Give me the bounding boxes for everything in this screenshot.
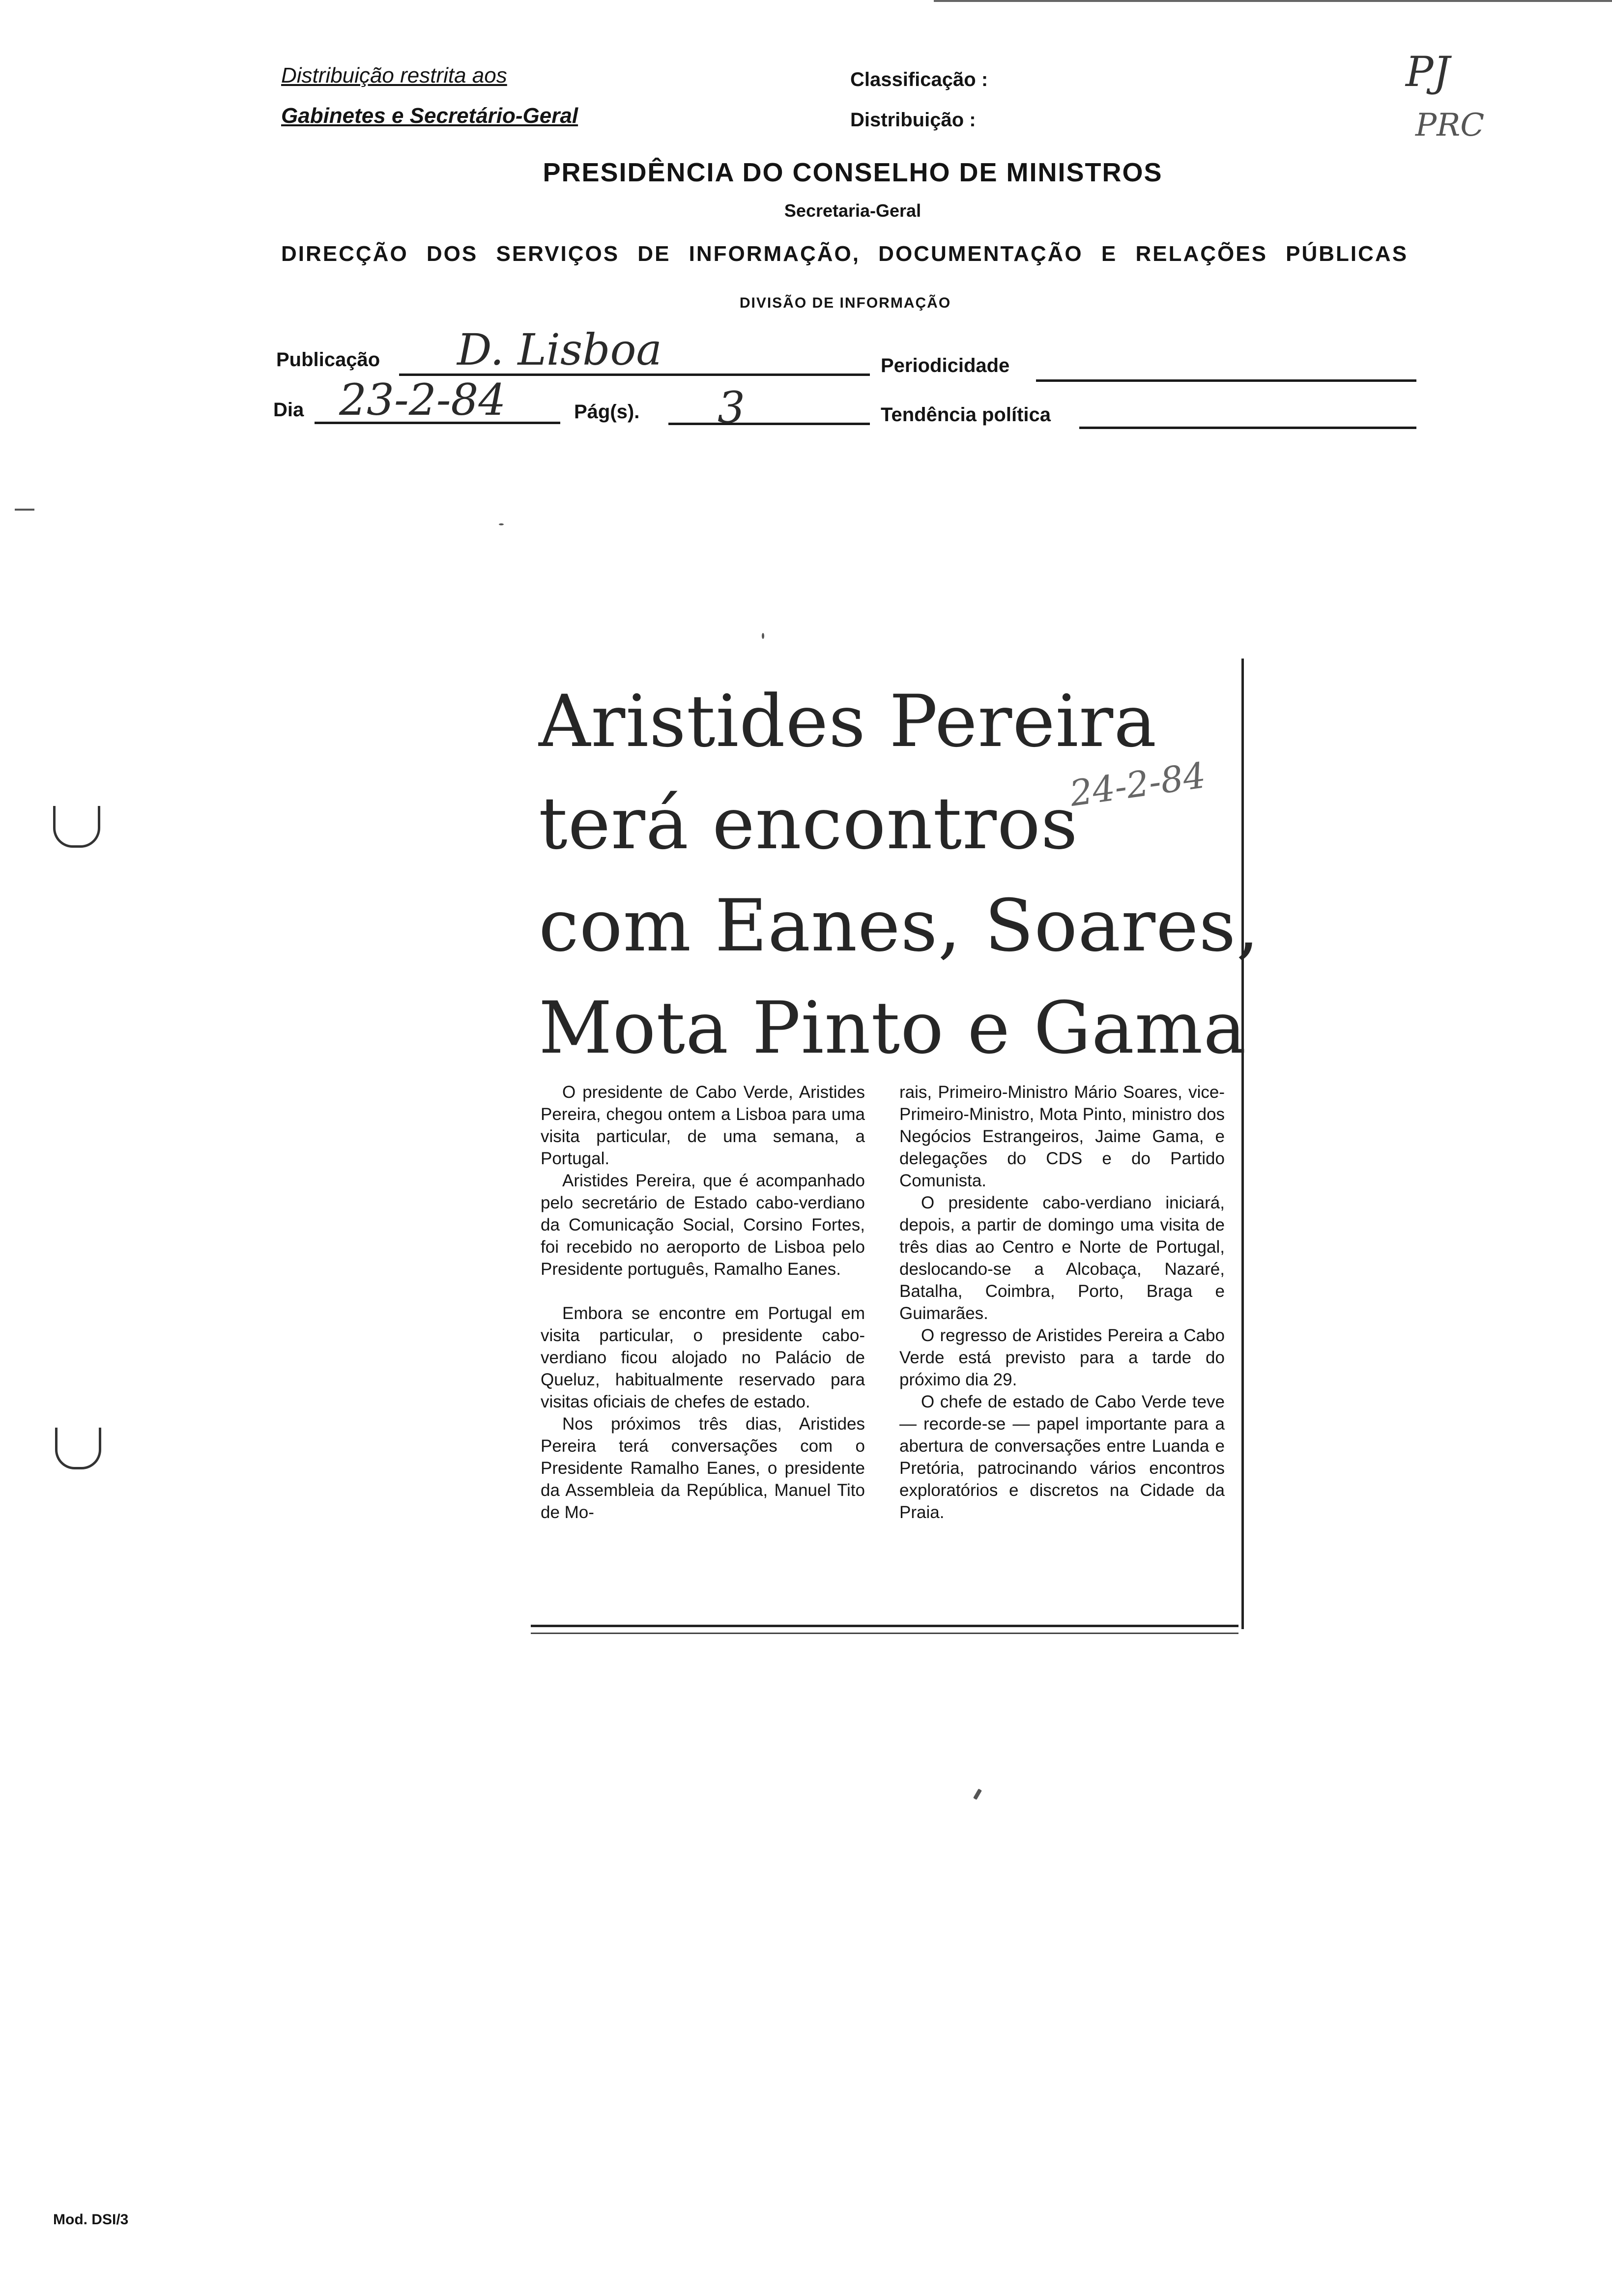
dia-label: Dia <box>273 399 304 421</box>
article-column-right <box>899 1081 1225 1523</box>
division-title: DIVISÃO DE INFORMAÇÃO <box>739 295 951 311</box>
distribution-note-line2: Gabinetes e Secretário-Geral <box>281 104 578 128</box>
left-paragraph-2: Aristides Pereira, que é acompanhado pelo secretário de Estado cabo-verdiano da Comunicação Social, Corsino Fortes, foi recebido no aeroporto de Lisboa pelo Presidente português, Ramalho Eanes. <box>541 1171 865 1279</box>
right-paragraph-3: O regresso de Aristides Pereira a Cabo Verde está previsto para a tarde do próximo dia 29. <box>899 1326 1225 1389</box>
ministry-title: PRESIDÊNCIA DO CONSELHO DE MINISTROS <box>543 158 1163 187</box>
headline-line-1: Aristides Pereira <box>539 680 1157 763</box>
pag-handwriting: 3 <box>718 382 745 433</box>
corner-handwriting-1: PJ <box>1406 48 1450 96</box>
dia-handwriting: 23-2-84 <box>339 374 506 425</box>
left-paragraph-3: Embora se encontre em Portugal em visita particular, o presidente cabo-verdiano ficou alojado no Palácio de Queluz, habitualmente reservado para visitas oficiais de chefes de estado. <box>541 1304 865 1411</box>
left-paragraph-4: Nos próximos três dias, Aristides Pereira terá conversações com o Presidente Ramalho Eanes, o presidente da Assembleia da República, Manuel Tito de Mo- <box>541 1414 865 1522</box>
clipping-border-bottom-1 <box>531 1625 1238 1627</box>
tendencia-label: Tendência política <box>881 404 1051 426</box>
publicacao-label: Publicação <box>276 349 380 371</box>
pag-label: Pág(s). <box>574 401 640 423</box>
right-paragraph-1: rais, Primeiro-Ministro Mário Soares, vice-Primeiro-Ministro, Mota Pinto, ministro dos Negócios Estrangeiros, Jaime Gama, e delegações do CDS e do Partido Comunista. <box>899 1083 1225 1190</box>
corner-handwriting-2: PRC <box>1415 107 1485 144</box>
margin-dash <box>15 509 34 511</box>
clipping-border-bottom-2 <box>531 1633 1238 1634</box>
stamp-handwriting: 24-2-84 <box>1067 754 1209 814</box>
distribuicao-label: Distribuição : <box>850 109 976 131</box>
pag-line <box>668 423 870 425</box>
distribution-note-line1: Distribuição restrita aos <box>281 63 507 87</box>
right-paragraph-4: O chefe de estado de Cabo Verde teve — recorde-se — papel importante para a abertura de conversações entre Luanda e Pretória, patrocinando vários encontros exploratórios e discretos na Cidade da Praia. <box>899 1392 1225 1522</box>
classificacao-label: Classificação : <box>850 69 988 90</box>
secretaria-title: Secretaria-Geral <box>784 201 921 221</box>
article-headline <box>539 670 1260 1079</box>
headline-line-2: terá encontros <box>539 782 1078 865</box>
scan-speck <box>973 1788 982 1800</box>
direction-title: DIRECÇÃO DOS SERVIÇOS DE INFORMAÇÃO, DOCUMENTAÇÃO E RELAÇÕES PÚBLICAS <box>281 242 1409 266</box>
binder-hole-mark-1 <box>53 806 100 848</box>
right-paragraph-2: O presidente cabo-verdiano iniciará, depois, a partir de domingo uma visita de três dias ao Centro e Norte de Portugal, deslocando-se a Alcobaça, Nazaré, Batalha, Coimbra, Porto, Braga e Guimarães. <box>899 1193 1225 1323</box>
tendencia-line <box>1079 427 1416 429</box>
form-code: Mod. DSI/3 <box>53 2211 129 2228</box>
publicacao-handwriting: D. Lisboa <box>457 324 662 375</box>
headline-line-4: Mota Pinto e Gama <box>539 986 1247 1070</box>
binder-hole-mark-2 <box>55 1428 101 1469</box>
left-paragraph-1: O presidente de Cabo Verde, Aristides Pereira, chegou ontem a Lisboa para uma visita particular, de uma semana, a Portugal. <box>541 1083 865 1168</box>
article-column-left <box>541 1081 865 1523</box>
periodicidade-label: Periodicidade <box>881 355 1010 376</box>
scan-edge-line <box>934 0 1612 2</box>
periodicidade-line <box>1036 379 1416 382</box>
scan-speck <box>762 633 764 639</box>
scan-speck <box>499 523 504 525</box>
headline-line-3: com Eanes, Soares, <box>539 884 1260 968</box>
